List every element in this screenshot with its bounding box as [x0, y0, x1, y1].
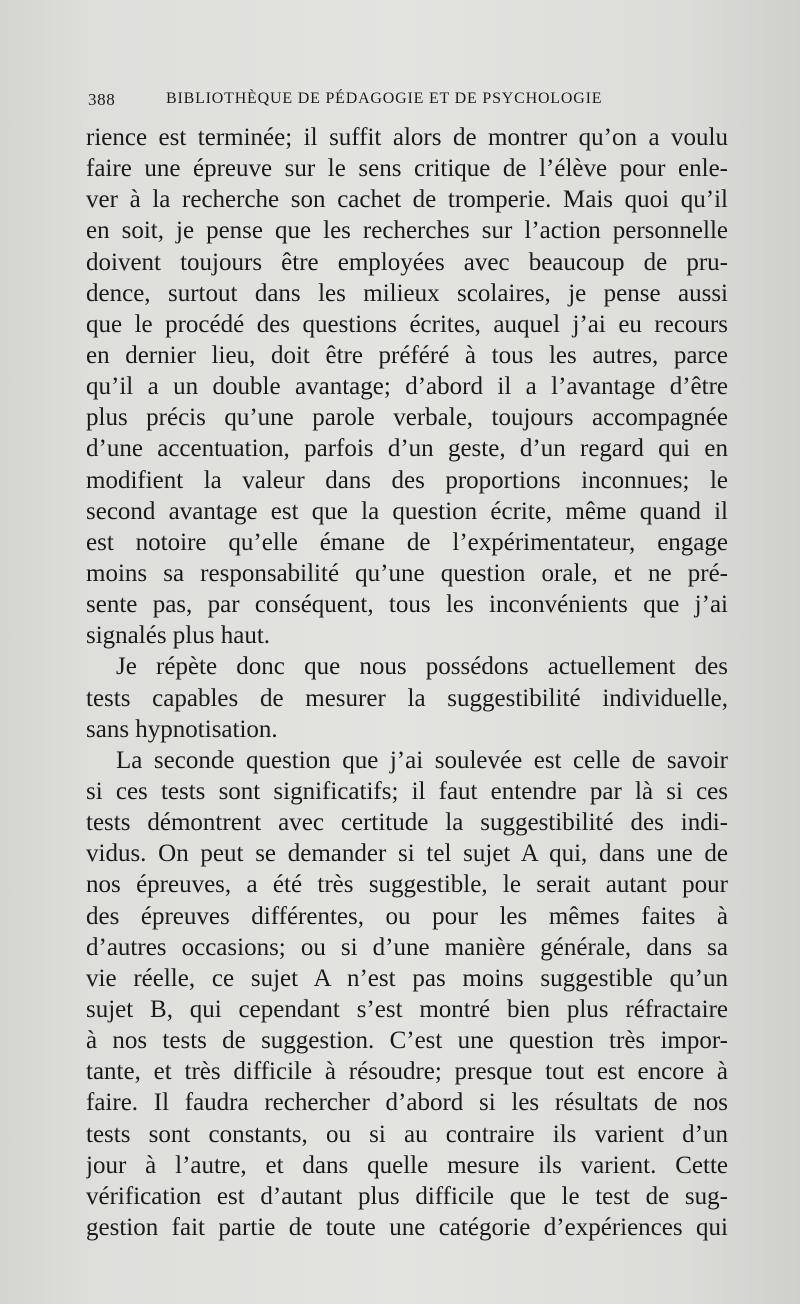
running-title: BIBLIOTHÈQUE DE PÉDAGOGIE ET DE PSYCHOLOGIE: [166, 90, 603, 107]
text-line: Je répète donc que nous possédons actuellement des: [116, 653, 728, 681]
text-line: que le procédé des questions écrites, auquel j’ai eu recours: [86, 310, 728, 338]
text-line: sente pas, par conséquent, tous les inconvénients que j’ai: [86, 591, 728, 619]
text-line: en dernier lieu, doit être préféré à tous les autres, parce: [86, 341, 728, 369]
text-line: tests sont constants, ou si au contraire ils varient d’un: [86, 1120, 728, 1148]
text-line: sujet B, qui cependant s’est montré bien plus réfractaire: [86, 995, 728, 1023]
text-line: doivent toujours être employées avec beaucoup de pru-: [86, 248, 728, 276]
text-line: des épreuves différentes, ou pour les mêmes faites à: [86, 902, 728, 930]
text-line: tante, et très difficile à résoudre; presque tout est encore à: [86, 1058, 728, 1086]
text-line: faire une épreuve sur le sens critique de l’élève pour enle-: [86, 155, 728, 183]
text-line: vérification est d’autant plus difficile que le test de sug-: [86, 1182, 728, 1210]
text-line: tests démontrent avec certitude la suggestibilité des indi-: [86, 809, 728, 837]
text-line: plus précis qu’une parole verbale, toujours accompagnée: [86, 404, 728, 432]
text-line: qu’il a un double avantage; d’abord il a l’avantage d’être: [86, 373, 728, 401]
text-line: ver à la recherche son cachet de tromperie. Mais quoi qu’il: [86, 186, 728, 214]
text-line: modifient la valeur dans des proportions inconnues; le: [86, 466, 728, 494]
text-line: second avantage est que la question écrite, même quand il: [86, 497, 728, 525]
text-line: est notoire qu’elle émane de l’expérimentateur, engage: [86, 528, 728, 556]
text-line: jour à l’autre, et dans quelle mesure ils varient. Cette: [86, 1151, 728, 1179]
text-line: sans hypnotisation.: [86, 715, 278, 743]
page-number: 388: [88, 90, 116, 109]
page-header: [88, 90, 728, 112]
text-line: d’une accentuation, parfois d’un geste, d’un regard qui en: [86, 435, 728, 463]
text-line: vidus. On peut se demander si tel sujet A qui, dans une de: [86, 840, 728, 868]
text-line: vie réelle, ce sujet A n’est pas moins suggestible qu’un: [86, 964, 728, 992]
text-line: rience est terminée; il suffit alors de montrer qu’on a voulu: [86, 124, 728, 151]
text-line: nos épreuves, a été très suggestible, le serait autant pour: [86, 871, 728, 899]
text-line: moins sa responsabilité qu’une question orale, et ne pré-: [86, 559, 728, 587]
text-line: faire. Il faudra rechercher d’abord si les résultats de nos: [86, 1089, 728, 1117]
text-line: à nos tests de suggestion. C’est une question très impor-: [86, 1027, 728, 1055]
body-text: [86, 122, 728, 1243]
text-line: signalés plus haut.: [86, 622, 271, 650]
text-line: tests capables de mesurer la suggestibilité individuelle,: [86, 684, 728, 712]
text-line: La seconde question que j’ai soulevée est celle de savoir: [116, 746, 728, 774]
text-line: si ces tests sont significatifs; il faut entendre par là si ces: [86, 777, 728, 805]
text-line: d’autres occasions; ou si d’une manière générale, dans sa: [86, 933, 728, 961]
text-line: gestion fait partie de toute une catégorie d’expériences qui: [86, 1213, 728, 1241]
text-line: dence, surtout dans les milieux scolaires, je pense aussi: [86, 279, 728, 307]
text-line: en soit, je pense que les recherches sur l’action personnelle: [86, 217, 728, 245]
